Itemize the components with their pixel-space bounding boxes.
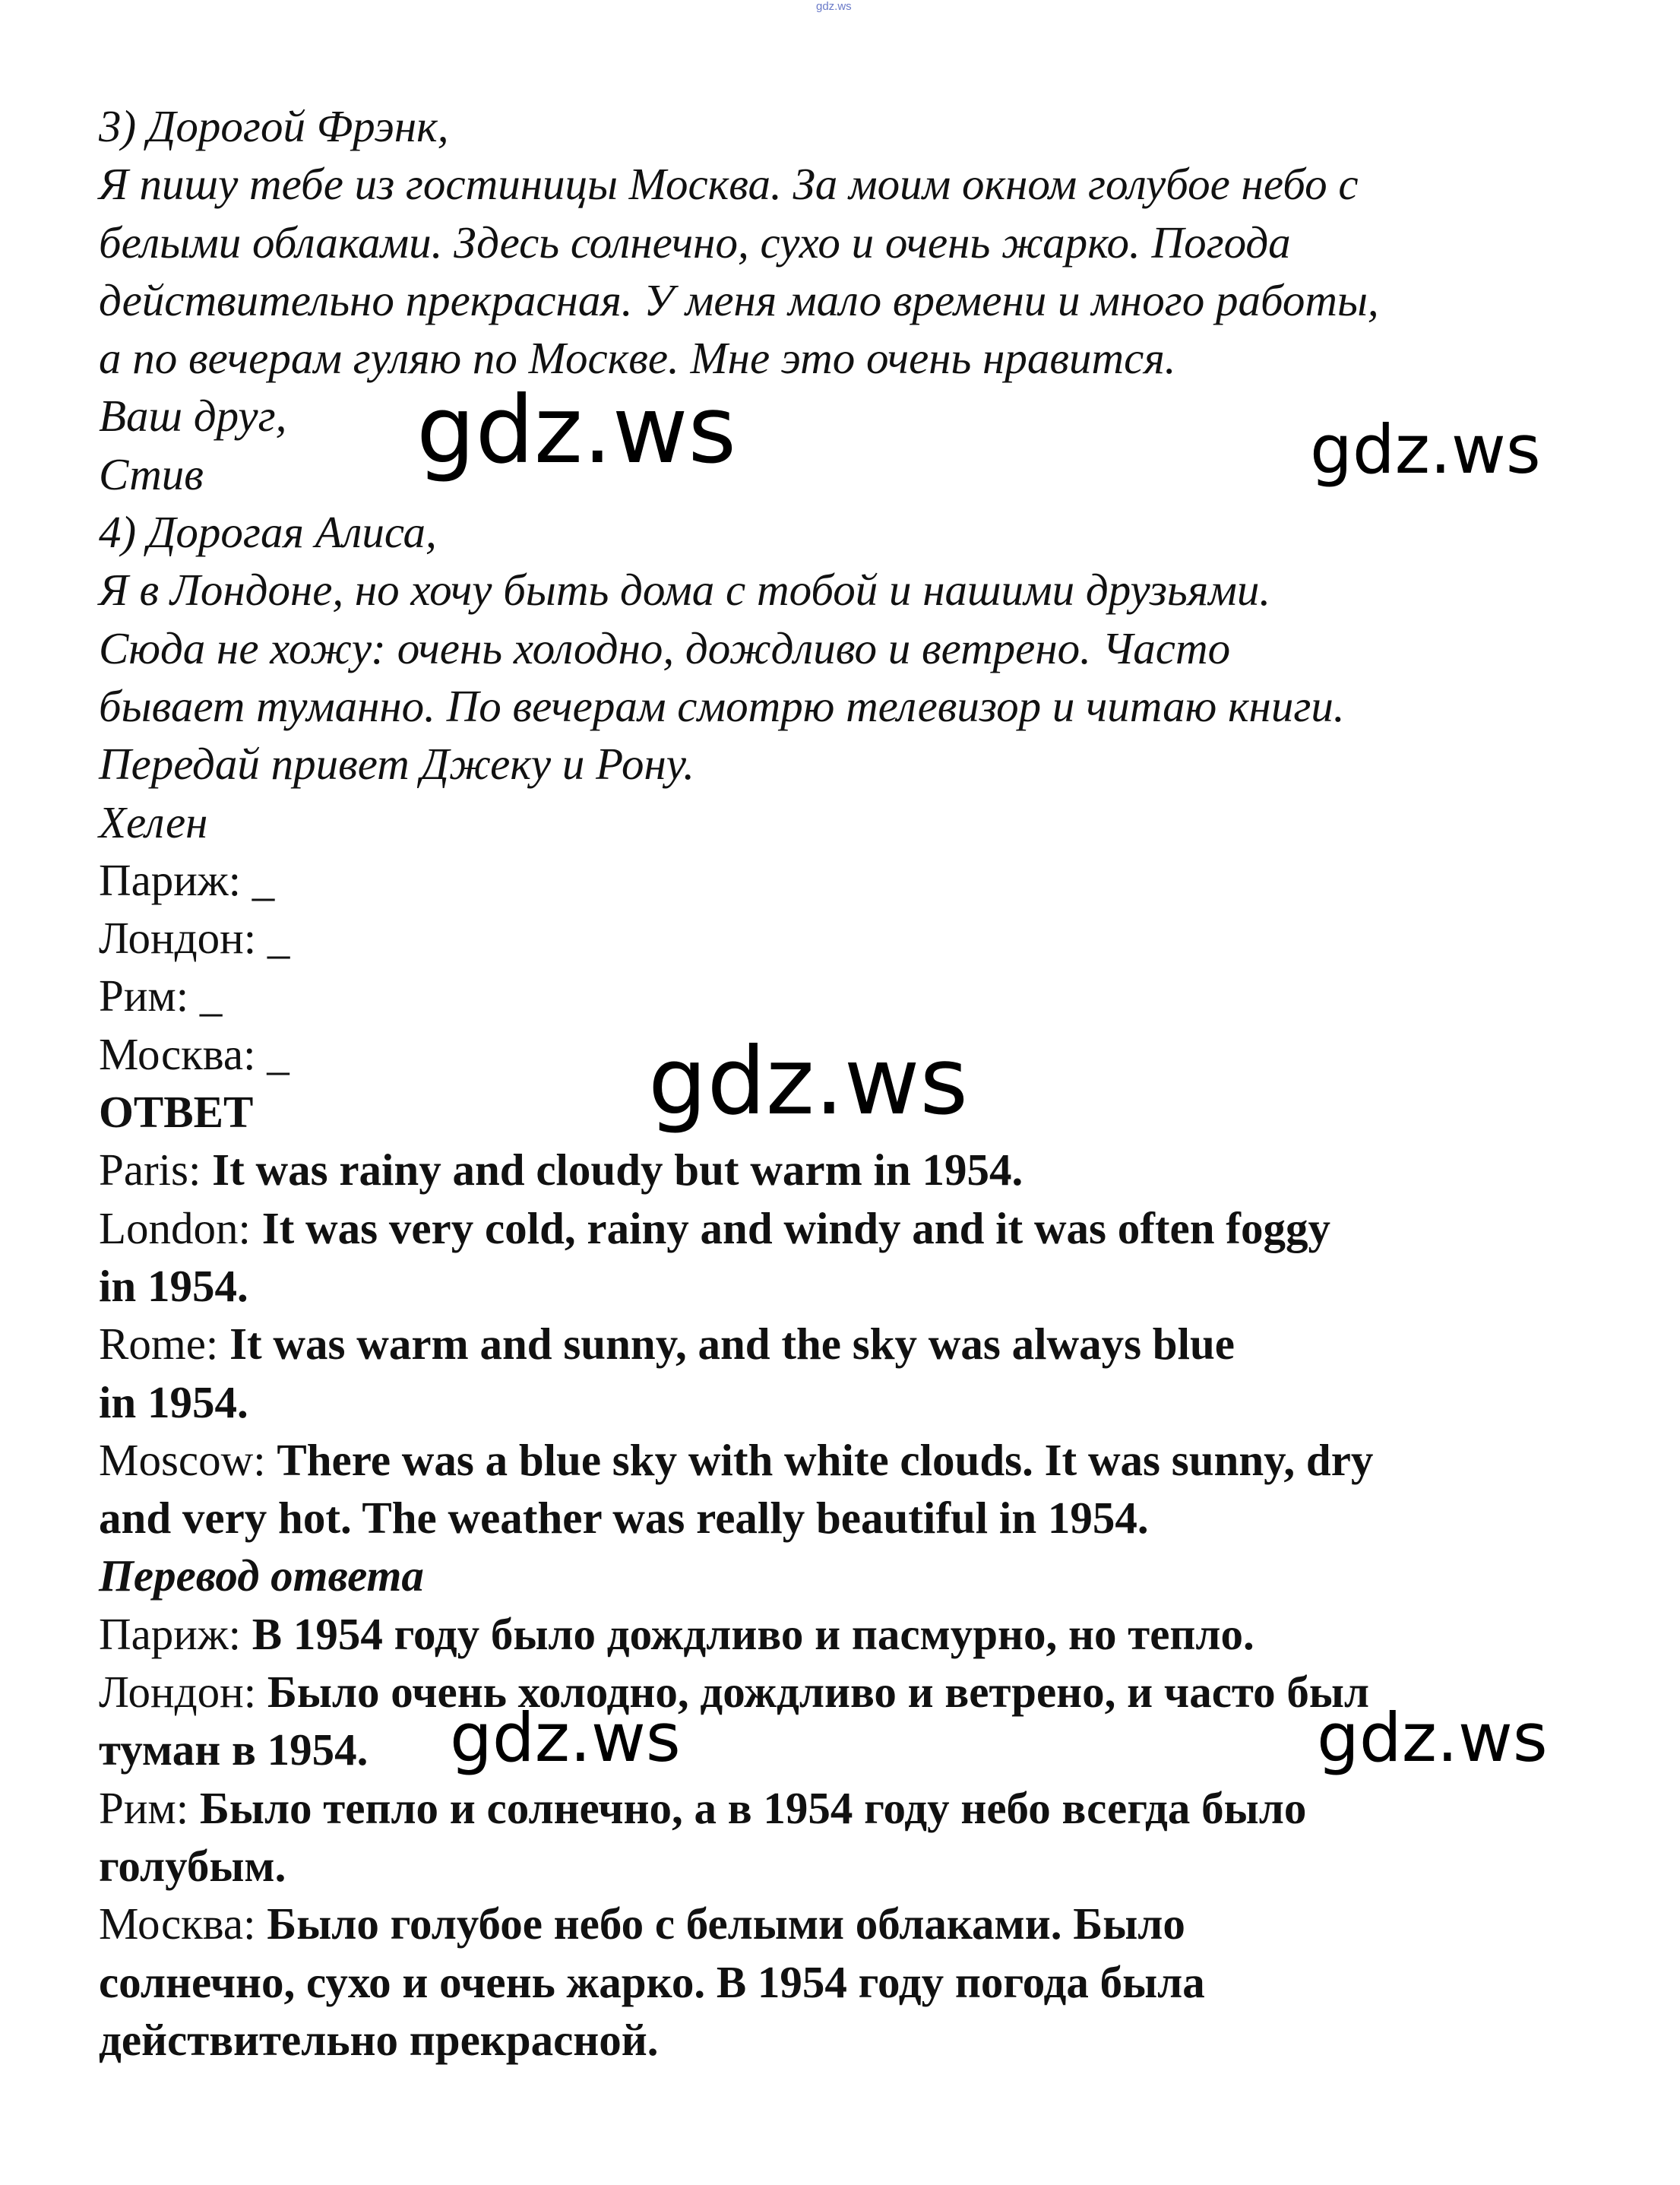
translation-paris <box>99 1605 1588 1663</box>
letter3-line-2: белыми облаками. Здесь солнечно, сухо и очень жарко. Погода <box>99 217 1291 268</box>
answer-london-text-2: in 1954. <box>99 1260 248 1311</box>
letter3-line-4: а по вечерам гуляю по Москве. Мне это очень нравится. <box>99 333 1176 384</box>
answer-rome-text-1: It was warm and sunny, and the sky was always blue <box>229 1319 1235 1370</box>
answer-moscow <box>99 1431 1588 1489</box>
answer-moscow-label: Moscow: <box>99 1434 277 1485</box>
blank-rome: Рим: _ <box>99 971 223 1021</box>
letter4-greeting: 4) Дорогая Алиса, <box>99 507 437 558</box>
answer-london-text-1: It was very cold, rainy and windy and it was often foggy <box>261 1202 1330 1253</box>
letter3-greeting: 3) Дорогой Фрэнк, <box>99 101 449 151</box>
watermark-4: gdz.ws <box>450 1699 681 1777</box>
answer-rome-text-2: in 1954. <box>99 1376 248 1427</box>
answer-rome <box>99 1315 1588 1373</box>
watermark-3: gdz.ws <box>648 1028 969 1135</box>
blank-london: Лондон: _ <box>99 913 290 964</box>
letter4-line-1: Я в Лондоне, но хочу быть дома с тобой и нашими друзьями. <box>99 565 1271 616</box>
translation-heading: Перевод ответа <box>99 1550 424 1601</box>
translation-london-text-1: Было очень холодно, дождливо и ветрено, и часто был <box>267 1667 1369 1718</box>
answer-moscow-text-1: There was a blue sky with white clouds. It was sunny, dry <box>277 1434 1374 1485</box>
blank-moscow: Москва: _ <box>99 1028 289 1079</box>
answer-paris-text: It was rainy and cloudy but warm in 1954. <box>212 1145 1024 1195</box>
translation-london-text-2: туман в 1954. <box>99 1724 369 1775</box>
translation-paris-text: В 1954 году было дождливо и пасмурно, но тепло. <box>252 1608 1254 1659</box>
letter4-line-2: Сюда не хожу: очень холодно, дождливо и ветрено. Часто <box>99 622 1231 673</box>
answer-moscow-text-2: and very hot. The weather was really beautiful in 1954. <box>99 1493 1149 1544</box>
translation-rome-text-1: Было тепло и солнечно, а в 1954 году небо всегда было <box>199 1782 1307 1833</box>
translation-moscow-label: Москва: <box>99 1898 267 1949</box>
translation-rome <box>99 1779 1588 1837</box>
translation-moscow-text-2: солнечно, сухо и очень жарко. В 1954 году погода была <box>99 1956 1205 2007</box>
translation-rome-label: Рим: <box>99 1782 200 1833</box>
answer-heading: ОТВЕТ <box>99 1087 254 1138</box>
translation-london-label: Лондон: <box>99 1667 267 1718</box>
letter4-signature: Хелен <box>99 796 208 847</box>
letter3-line-1: Я пишу тебе из гостиницы Москва. За моим окном голубое небо с <box>99 159 1359 210</box>
translation-paris-label: Париж: <box>99 1608 252 1659</box>
watermark-5: gdz.ws <box>1317 1699 1548 1777</box>
blank-paris: Париж: _ <box>99 854 275 905</box>
answer-paris <box>99 1141 1588 1199</box>
letter4-line-3: бывает туманно. По вечерам смотрю телевизор и читаю книги. <box>99 680 1345 731</box>
answer-rome-label: Rome: <box>99 1319 230 1370</box>
translation-moscow-text-1: Было голубое небо с белыми облаками. Было <box>267 1898 1185 1949</box>
translation-moscow-text-3: действительно прекрасной. <box>99 2014 659 2065</box>
answer-london <box>99 1199 1588 1257</box>
letter3-line-3: действительно прекрасная. У меня мало времени и много работы, <box>99 274 1379 325</box>
answer-paris-label: Paris: <box>99 1145 213 1195</box>
translation-rome-text-2: голубым. <box>99 1840 286 1891</box>
letter3-signature: Стив <box>99 448 204 499</box>
answer-london-label: London: <box>99 1202 262 1253</box>
watermark-2: gdz.ws <box>1310 410 1541 489</box>
translation-moscow <box>99 1895 1588 1952</box>
letter4-line-4: Передай привет Джеку и Рону. <box>99 739 694 790</box>
watermark-1: gdz.ws <box>416 376 737 484</box>
site-mark: gdz.ws <box>816 0 852 13</box>
letter3-closing: Ваш друг, <box>99 391 287 442</box>
